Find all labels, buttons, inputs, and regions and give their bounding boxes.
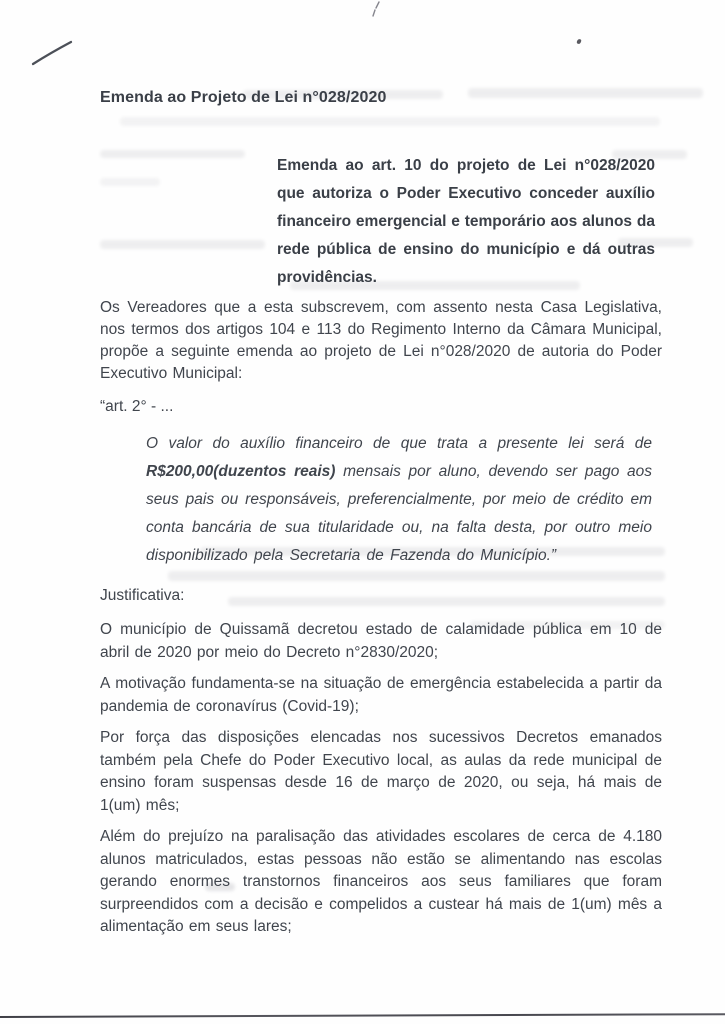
scan-edge-line (0, 1013, 725, 1018)
quote-amount-bold: R$200,00(duzentos reais) (146, 463, 336, 480)
document-title: Emenda ao Projeto de Lei n°028/2020 (100, 89, 387, 106)
amendment-quote (146, 430, 652, 570)
quote-text-end: mensais por aluno, devendo ser pago aos seus pais ou responsáveis, preferencialmente, por meio de crédito em conta bancária de sua titularidade ou, na falta desta, por outro meio disponibilizado pela Secretaria de Fazenda do Município.” (146, 463, 652, 564)
justification-paragraph: A motivação fundamenta-se na situação de emergência estabelecida a partir da pandemia de coronavírus (Covid-19); (100, 675, 662, 715)
intro-paragraph: Os Vereadores que a esta subscrevem, com assento nesta Casa Legislativa, nos termos dos artigos 104 e 113 do Regimento Interno da Câmara Municipal, propõe a seguinte emenda ao projeto de Lei n°028/2020 de autoria do Poder Executivo Municipal: (100, 299, 662, 382)
amendment-headnote: Emenda ao art. 10 do projeto de Lei n°028/2020 que autoriza o Poder Executivo conceder auxílio financeiro emergencial e temporário aos alunos da rede pública de ensino do município e dá outras providências. (277, 157, 655, 286)
scan-artifact-slash (340, 0, 390, 20)
document-body (100, 88, 662, 939)
pen-stroke-mark (0, 0, 90, 80)
justification-heading: Justificativa: (100, 587, 185, 604)
article-lead: “art. 2° - ... (100, 398, 174, 415)
justification-paragraph: Por força das disposições elencadas nos sucessivos Decretos emanados também pela Chefe do Poder Executivo local, as aulas da rede municipal de ensino foram suspensas desde 16 de março de 2020, ou seja, há mais de 1(um) mês; (100, 729, 662, 814)
justification-paragraph: O município de Quissamã decretou estado de calamidade pública em 10 de abril de 2020 por meio do Decreto n°2830/2020; (100, 621, 662, 661)
scan-artifact-dot (576, 39, 581, 45)
justification-paragraph: Além do prejuízo na paralisação das atividades escolares de cerca de 4.180 alunos matriculados, estas pessoas não estão se alimentando nas escolas gerando enormes transtornos financeiros aos seus familiares que foram surpreendidos com a decisão e compelidos a custear há mais de 1(um) mês a alimentação em seus lares; (100, 828, 662, 935)
quote-text-start: O valor do auxílio financeiro de que trata a presente lei será de (146, 435, 652, 452)
